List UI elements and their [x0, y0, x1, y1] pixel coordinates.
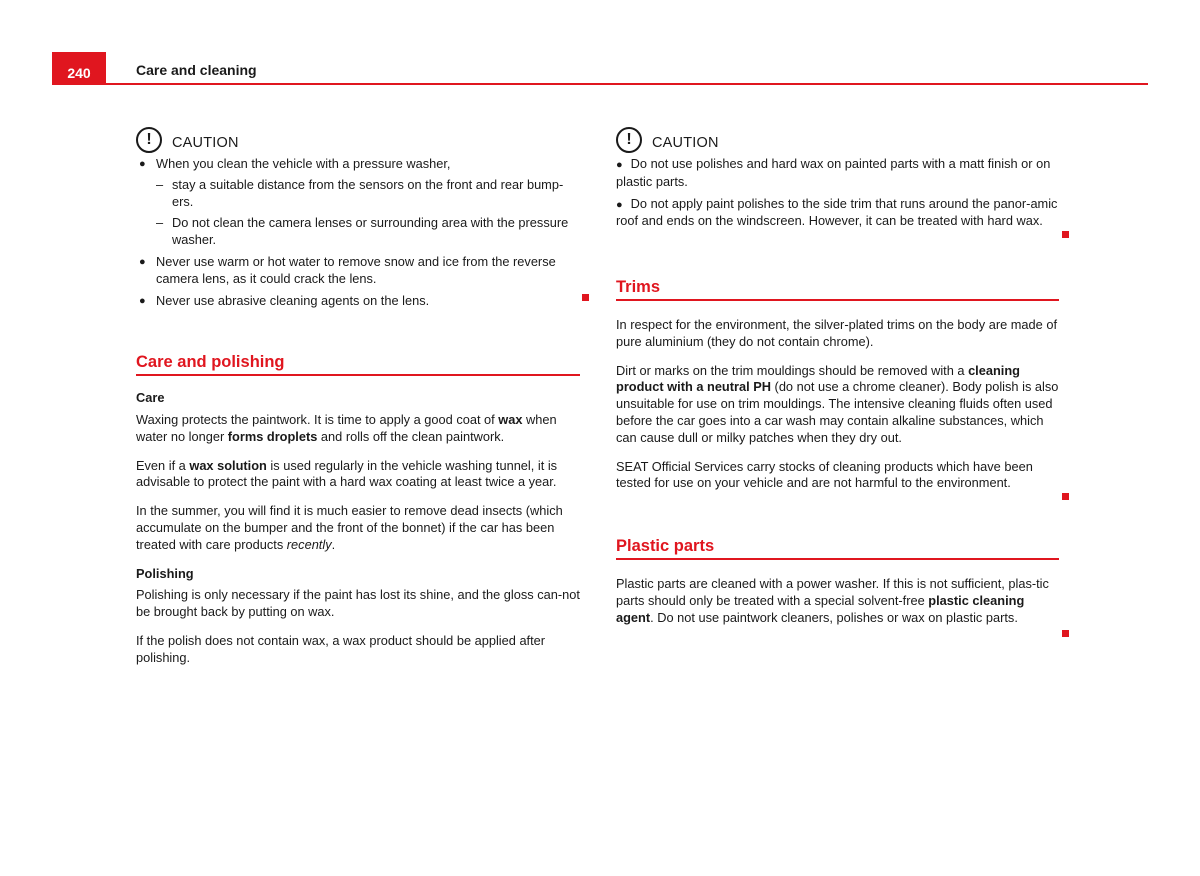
- list-item-text: Do not apply paint polishes to the side trim that runs around the panor-amic roof and ends on the windscreen. However, it can be treated with hard wax.: [616, 195, 1058, 229]
- list-item: [616, 196, 1059, 231]
- paragraph: If the polish does not contain wax, a wax product should be applied after polishing.: [136, 632, 546, 665]
- bullet-icon: ●: [139, 294, 146, 307]
- header-divider: [106, 83, 1148, 85]
- list-item-text: When you clean the vehicle with a pressure washer,: [156, 156, 451, 171]
- section-title: Care and polishing: [136, 354, 580, 376]
- paragraph: In the summer, you will find it is much easier to remove dead insects (which accumulate on the bumper and the front of the bonnet) if the car has been treated with care products recently.: [136, 503, 563, 552]
- list-item-text: Never use abrasive cleaning agents on the lens.: [156, 292, 430, 308]
- paragraph: SEAT Official Services carry stocks of cleaning products which have been tested for use on your vehicle and are not harmful to the environment.: [616, 458, 1033, 491]
- dash-icon: –: [156, 176, 164, 192]
- sub-list-item: [156, 177, 580, 211]
- chapter-title: Care and cleaning: [136, 62, 257, 78]
- bullet-icon: ●: [139, 255, 146, 268]
- list-item: [136, 156, 580, 173]
- end-of-section-icon: [1062, 630, 1069, 637]
- end-of-section-icon: [1062, 231, 1069, 238]
- paragraph: In respect for the environment, the silver-plated trims on the body are made of pure aluminium (they do not contain chrome).: [616, 316, 1058, 349]
- paragraph: Plastic parts are cleaned with a power washer. If this is not sufficient, plas-tic parts should only be treated with a special solvent-free plastic cleaning agent. Do not use paintwork cleaners, polishes or wax on plastic parts.: [616, 575, 1049, 625]
- exclamation-circle-icon: !: [136, 127, 162, 153]
- paragraph: Waxing protects the paintwork. It is time to apply a good coat of wax when water no longer forms droplets and rolls off the clean paintwork.: [136, 411, 557, 444]
- subsection-title: Polishing: [136, 565, 194, 581]
- caution-heading: [616, 125, 1059, 155]
- sub-list-item: [156, 215, 580, 249]
- list-item: [616, 156, 1059, 191]
- end-of-section-icon: [582, 294, 589, 301]
- sub-list-item-text: Do not clean the camera lenses or surrounding area with the pressure washer.: [172, 215, 569, 248]
- section-title: Trims: [616, 279, 1059, 301]
- exclamation-circle-icon: !: [616, 127, 642, 153]
- subsection-title: Care: [136, 390, 165, 406]
- end-of-section-icon: [1062, 493, 1069, 500]
- bullet-icon: ●: [616, 159, 623, 171]
- dash-icon: –: [156, 215, 164, 231]
- paragraph: Polishing is only necessary if the paint has lost its shine, and the gloss can-not be brought back by putting on wax.: [136, 587, 580, 620]
- paragraph: Dirt or marks on the trim mouldings should be removed with a cleaning product with a neutral PH (do not use a chrome cleaner). Body polish is also unsuitable for use on trim mouldings. The intensive cleaning fluids often used before the car goes into a car wash may contain alkaline substances, which can cause dull or milky patches when they dry out.: [616, 362, 1059, 445]
- caution-heading: [136, 125, 580, 155]
- section-title: Plastic parts: [616, 538, 1059, 560]
- list-item-text: Never use warm or hot water to remove snow and ice from the reverse camera lens, as it could crack the lens.: [156, 253, 556, 286]
- paragraph: Even if a wax solution is used regularly in the vehicle washing tunnel, it is advisable to protect the paint with a hard wax coating at least twice a year.: [136, 457, 558, 490]
- caution-title: CAUTION: [172, 134, 239, 151]
- list-item: [136, 254, 580, 288]
- list-item: [136, 293, 580, 310]
- right-column: [616, 125, 1059, 626]
- page-number: 240: [52, 52, 106, 85]
- bullet-icon: ●: [616, 198, 623, 211]
- caution-title: CAUTION: [652, 134, 719, 151]
- list-item-text: Do not use polishes and hard wax on painted parts with a matt finish or on plastic parts.: [616, 156, 1051, 189]
- sub-list-item-text: stay a suitable distance from the sensors on the front and rear bump-ers.: [172, 176, 564, 209]
- left-column: [136, 125, 580, 667]
- bullet-icon: ●: [139, 158, 146, 170]
